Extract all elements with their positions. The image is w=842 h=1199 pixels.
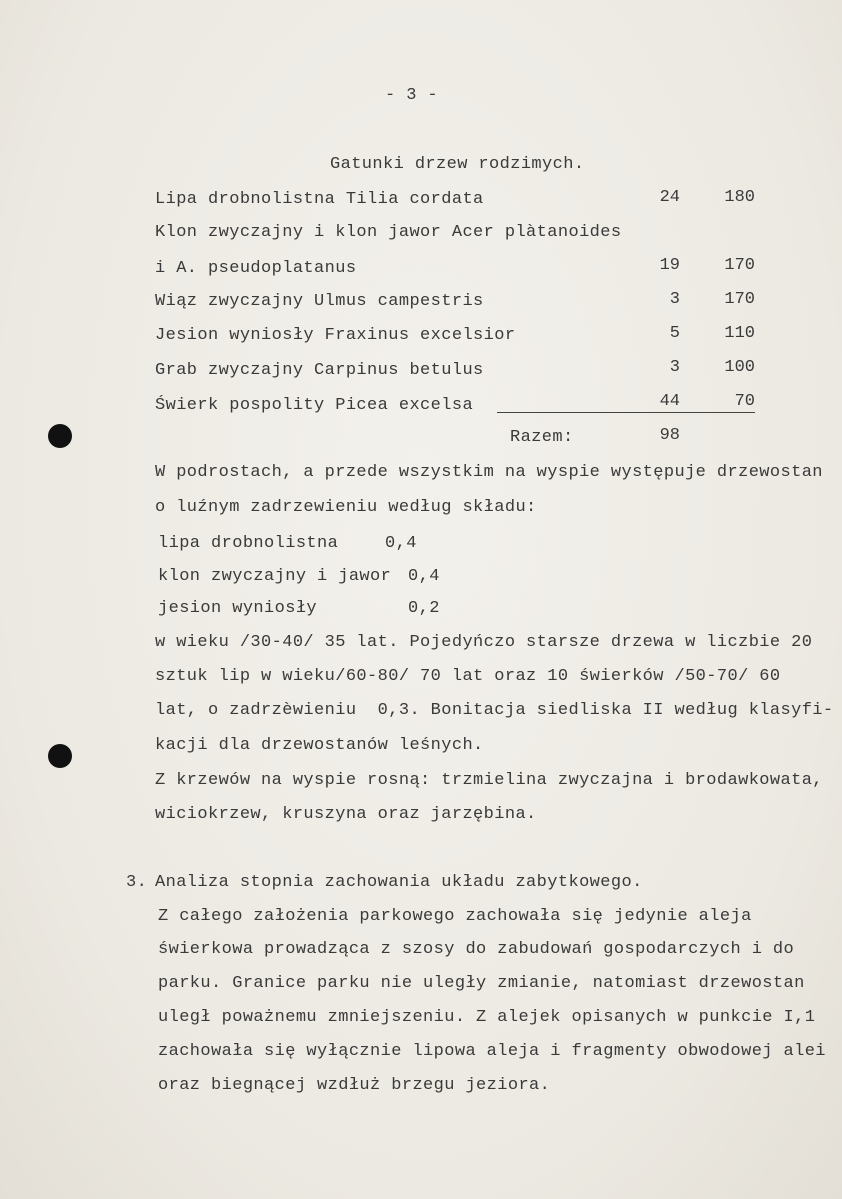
species-name: Grab zwyczajny Carpinus betulus — [155, 361, 484, 380]
composition-value: 0,4 — [385, 534, 417, 553]
species-name: Świerk pospolity Picea excelsa — [155, 396, 474, 415]
paragraph-line: kacji dla drzewostanów leśnych. — [155, 736, 484, 755]
species-name: Jesion wyniosły Fraxinus excelsior — [155, 326, 516, 345]
punch-hole-bottom — [48, 744, 72, 768]
paragraph-line: wiciokrzew, kruszyna oraz jarzębina. — [155, 805, 537, 824]
species-name: Klon zwyczajny i klon jawor Acer plàtanoides — [155, 223, 622, 242]
paragraph-line: o luźnym zadrzewieniu według składu: — [155, 498, 537, 517]
composition-name: jesion wyniosły — [158, 599, 318, 618]
paragraph-line: W podrostach, a przede wszystkim na wyspie występuje drzewostan — [155, 463, 823, 482]
total-label: Razem: — [510, 428, 574, 447]
paragraph-line: świerkowa prowadząca z szosy do zabudowań gospodarczych i do — [158, 940, 795, 959]
species-count: 3 — [669, 290, 680, 309]
paragraph-line: Z całego założenia parkowego zachowała się jedynie aleja — [158, 907, 752, 926]
species-age: 180 — [724, 188, 755, 207]
section-number: 3. — [126, 873, 148, 892]
composition-name: lipa drobnolistna — [158, 534, 339, 553]
page-number: - 3 - — [385, 86, 439, 105]
paragraph-line: zachowała się wyłącznie lipowa aleja i fragmenty obwodowej alei — [158, 1042, 826, 1061]
species-name: Lipa drobnolistna Tilia cordata — [155, 190, 484, 209]
paragraph-line: uległ poważnemu zmniejszeniu. Z alejek opisanych w punkcie I,1 — [158, 1008, 816, 1027]
composition-value: 0,4 — [408, 567, 440, 586]
punch-hole-top — [48, 424, 72, 448]
composition-value: 0,2 — [408, 599, 440, 618]
species-count: 24 — [659, 188, 680, 207]
paragraph-line: Z krzewów na wyspie rosną: trzmielina zwyczajna i brodawkowata, — [155, 771, 823, 790]
sum-underline — [497, 412, 755, 413]
species-age: 100 — [724, 358, 755, 377]
species-name: Wiąz zwyczajny Ulmus campestris — [155, 292, 484, 311]
section-title: Analiza stopnia zachowania układu zabytkowego. — [155, 873, 643, 892]
paragraph-line: w wieku /30-40/ 35 lat. Pojedyńczo starsze drzewa w liczbie 20 — [155, 633, 813, 652]
total-value: 98 — [659, 426, 680, 445]
species-name: i A. pseudoplatanus — [155, 259, 357, 278]
composition-name: klon zwyczajny i jawor — [158, 567, 392, 586]
paragraph-line: lat, o zadrzèwieniu 0,3. Bonitacja siedliska II według klasyfi- — [155, 701, 834, 720]
species-count: 19 — [659, 256, 680, 275]
paragraph-line: oraz biegnącej wzdłuż brzegu jeziora. — [158, 1076, 551, 1095]
species-age: 170 — [724, 256, 755, 275]
species-heading: Gatunki drzew rodzimych. — [330, 155, 585, 174]
species-age: 110 — [724, 324, 755, 343]
paragraph-line: sztuk lip w wieku/60-80/ 70 lat oraz 10 świerków /50-70/ 60 — [155, 667, 781, 686]
species-count: 44 — [659, 392, 680, 411]
species-count: 3 — [669, 358, 680, 377]
species-age: 70 — [734, 392, 755, 411]
species-age: 170 — [724, 290, 755, 309]
paragraph-line: parku. Granice parku nie uległy zmianie, natomiast drzewostan — [158, 974, 805, 993]
species-count: 5 — [669, 324, 680, 343]
